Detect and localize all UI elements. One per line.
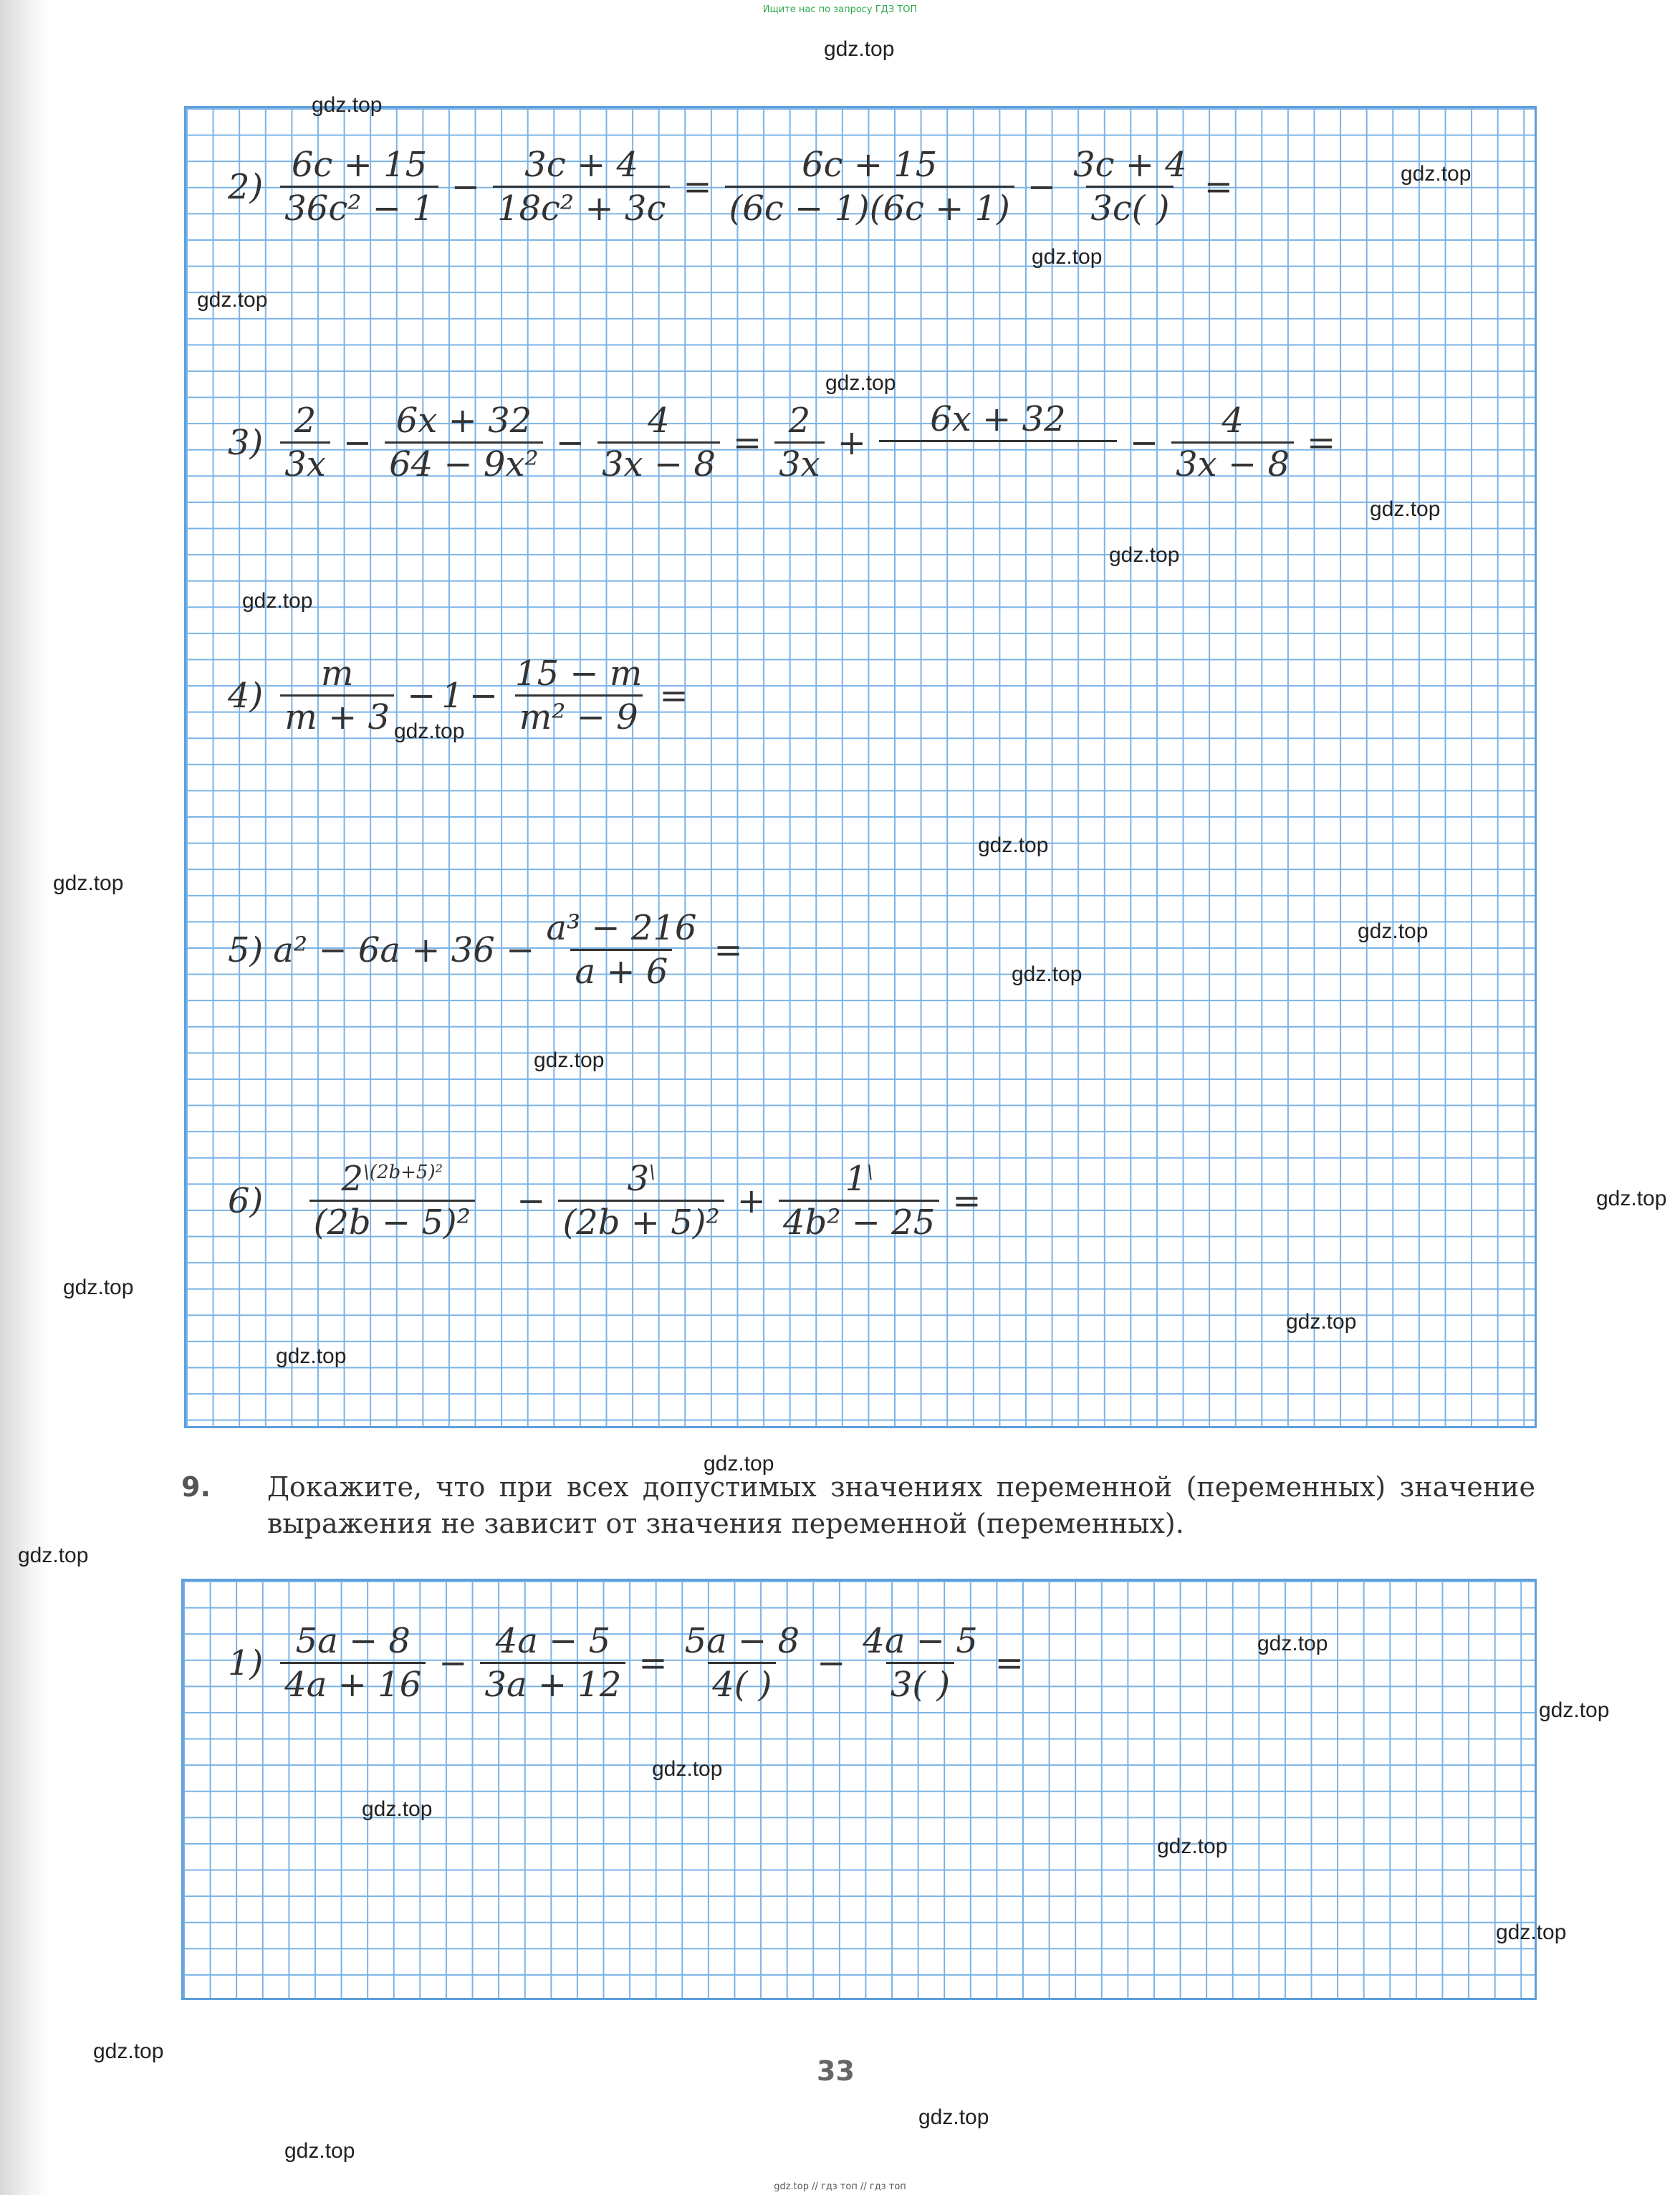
equals-sign: = [683, 166, 712, 207]
watermark: gdz.top [1401, 162, 1472, 186]
denominator: 3( ) [886, 1662, 954, 1703]
denominator: 3x − 8 [597, 441, 720, 482]
fraction [385, 400, 543, 485]
operator: − [1027, 166, 1057, 207]
denominator: (2b + 5)² [558, 1200, 724, 1240]
exercise-number: 6) [228, 1180, 264, 1221]
fraction [280, 1161, 504, 1241]
denominator: m² − 9 [515, 694, 643, 735]
term: 1 [441, 675, 464, 716]
numerator: 4a − 5 [863, 1621, 978, 1661]
denominator: 18c² + 3c [493, 186, 670, 226]
exercise-number: 1) [228, 1642, 264, 1683]
watermark: gdz.top [93, 2039, 164, 2063]
numerator: 5a − 8 [684, 1621, 800, 1661]
watermark: gdz.top [1257, 1632, 1328, 1655]
numerator: 2 [294, 400, 317, 441]
watermark: gdz.top [918, 2105, 989, 2129]
numerator: 3c + 4 [524, 145, 638, 185]
equals-sign: = [659, 675, 688, 716]
exercise-number: 3) [228, 422, 264, 463]
fraction [558, 1161, 724, 1241]
watermark: gdz.top [978, 833, 1049, 857]
watermark: gdz.top [394, 719, 465, 743]
denominator: 64 − 9x² [385, 441, 543, 482]
watermark: gdz.top [704, 1452, 774, 1476]
exercise-3 [228, 401, 1341, 484]
fraction [1069, 147, 1191, 227]
denominator: 3x [280, 441, 330, 482]
fraction [480, 1621, 625, 1706]
watermark: gdz.top [53, 871, 124, 895]
denominator: 4b² − 25 [779, 1200, 939, 1240]
watermark: gdz.top [824, 37, 895, 61]
multiplier-note: \ [648, 1162, 656, 1183]
watermark: gdz.top [18, 1544, 89, 1567]
fraction [858, 1621, 981, 1706]
operator: − [555, 422, 585, 463]
denominator: 4( ) [708, 1662, 776, 1703]
numerator: 3c + 4 [1073, 145, 1187, 185]
watermark: gdz.top [1370, 497, 1441, 521]
operator: − [817, 1642, 846, 1683]
numerator: 4a − 5 [495, 1621, 611, 1661]
fraction [779, 1161, 939, 1241]
numerator [623, 1161, 659, 1200]
numerator: 4 [648, 400, 670, 441]
watermark: gdz.top [312, 93, 383, 117]
watermark: gdz.top [1032, 245, 1103, 269]
equals-sign: = [1307, 422, 1336, 463]
exercise-number: 2) [228, 166, 264, 207]
fraction [774, 400, 825, 485]
denominator: a + 6 [570, 949, 672, 990]
watermark: gdz.top [284, 2139, 355, 2163]
fraction [542, 908, 701, 993]
denominator: 36c² − 1 [280, 186, 438, 226]
expression: a² − 6a + 36 − [273, 929, 535, 970]
fraction [280, 656, 394, 736]
watermark: gdz.top [825, 371, 896, 395]
watermark: gdz.top [1358, 919, 1429, 943]
equals-sign: = [994, 1642, 1024, 1683]
operator: − [469, 675, 499, 716]
watermark: gdz.top [1539, 1698, 1610, 1722]
watermark: gdz.top [1286, 1310, 1357, 1334]
fraction [280, 400, 330, 485]
watermark: gdz.top [197, 288, 268, 312]
fraction [493, 147, 670, 227]
equals-sign: = [952, 1180, 981, 1221]
denominator: 3x − 8 [1171, 441, 1294, 482]
watermark: gdz.top [1109, 543, 1180, 567]
numerator: 6x + 32 [930, 399, 1066, 439]
page-edge-shadow [0, 0, 50, 2195]
footer-note: gdz.top // гдз топ // гдз топ [774, 2181, 906, 2192]
fraction [280, 147, 438, 227]
operator: − [1129, 422, 1159, 463]
denominator: m + 3 [280, 694, 394, 735]
exercise-6 [228, 1161, 987, 1241]
equals-sign: = [638, 1642, 668, 1683]
top-note: Ищите нас по запросу ГДЗ ТОП [762, 4, 918, 15]
task-9-exercise-1 [228, 1621, 1029, 1706]
operator: + [837, 422, 866, 463]
watermark: gdz.top [276, 1344, 347, 1368]
denominator: 4a + 16 [280, 1662, 426, 1703]
denominator-blank [879, 440, 1117, 484]
equals-sign: = [732, 422, 762, 463]
exercise-5 [228, 908, 749, 993]
page-number: 33 [817, 2055, 855, 2087]
fraction [879, 401, 1117, 484]
numerator: 6c + 15 [802, 145, 938, 185]
denominator: 3c( ) [1086, 186, 1173, 226]
watermark: gdz.top [362, 1797, 433, 1821]
numerator [840, 1161, 877, 1200]
numerator: 6x + 32 [395, 400, 532, 441]
watermark: gdz.top [534, 1048, 605, 1072]
watermark: gdz.top [652, 1757, 723, 1781]
multiplier-note: \ [866, 1162, 873, 1183]
task-number: 9. [181, 1471, 211, 1503]
equals-sign: = [714, 929, 743, 970]
watermark: gdz.top [1596, 1187, 1667, 1210]
denominator: (2b − 5)² [309, 1200, 475, 1240]
exercise-number: 4) [228, 675, 264, 716]
fraction [511, 656, 646, 736]
fraction [1171, 400, 1294, 485]
fraction [280, 1621, 426, 1706]
denominator: 3x [774, 441, 825, 482]
fraction [681, 1621, 804, 1706]
exercise-number: 5) [228, 929, 264, 970]
exercise-2 [228, 147, 1239, 227]
fraction [725, 147, 1014, 227]
operator: − [517, 1180, 546, 1221]
operator: − [438, 1642, 468, 1683]
numerator-value: 3 [627, 1159, 649, 1199]
task-text: Докажите, что при всех допустимых значениях переменной (переменных) значение выражения не зависит от значения переменной (переменных). [267, 1471, 1535, 1540]
fraction [597, 400, 720, 485]
operator: − [342, 422, 373, 463]
multiplier-note: \(2b+5)² [363, 1162, 443, 1183]
operator: + [736, 1180, 766, 1221]
numerator: 2 [788, 400, 811, 441]
numerator: m [320, 654, 354, 694]
numerator: 15 − m [515, 654, 643, 694]
numerator [280, 1161, 504, 1200]
watermark: gdz.top [1012, 962, 1083, 986]
watermark: gdz.top [1157, 1835, 1228, 1858]
denominator: 3a + 12 [480, 1662, 625, 1703]
numerator: 5a − 8 [295, 1621, 411, 1661]
watermark: gdz.top [63, 1276, 134, 1299]
denominator: (6c − 1)(6c + 1) [725, 186, 1014, 226]
operator: − [407, 675, 436, 716]
numerator-value: 2 [341, 1159, 364, 1199]
numerator: 6c + 15 [291, 145, 428, 185]
watermark: gdz.top [1496, 1921, 1567, 1944]
numerator-value: 1 [845, 1159, 867, 1199]
numerator: 4 [1221, 400, 1244, 441]
equals-sign: = [1204, 166, 1233, 207]
operator: − [451, 166, 480, 207]
numerator: a³ − 216 [546, 908, 697, 948]
watermark: gdz.top [242, 589, 313, 613]
